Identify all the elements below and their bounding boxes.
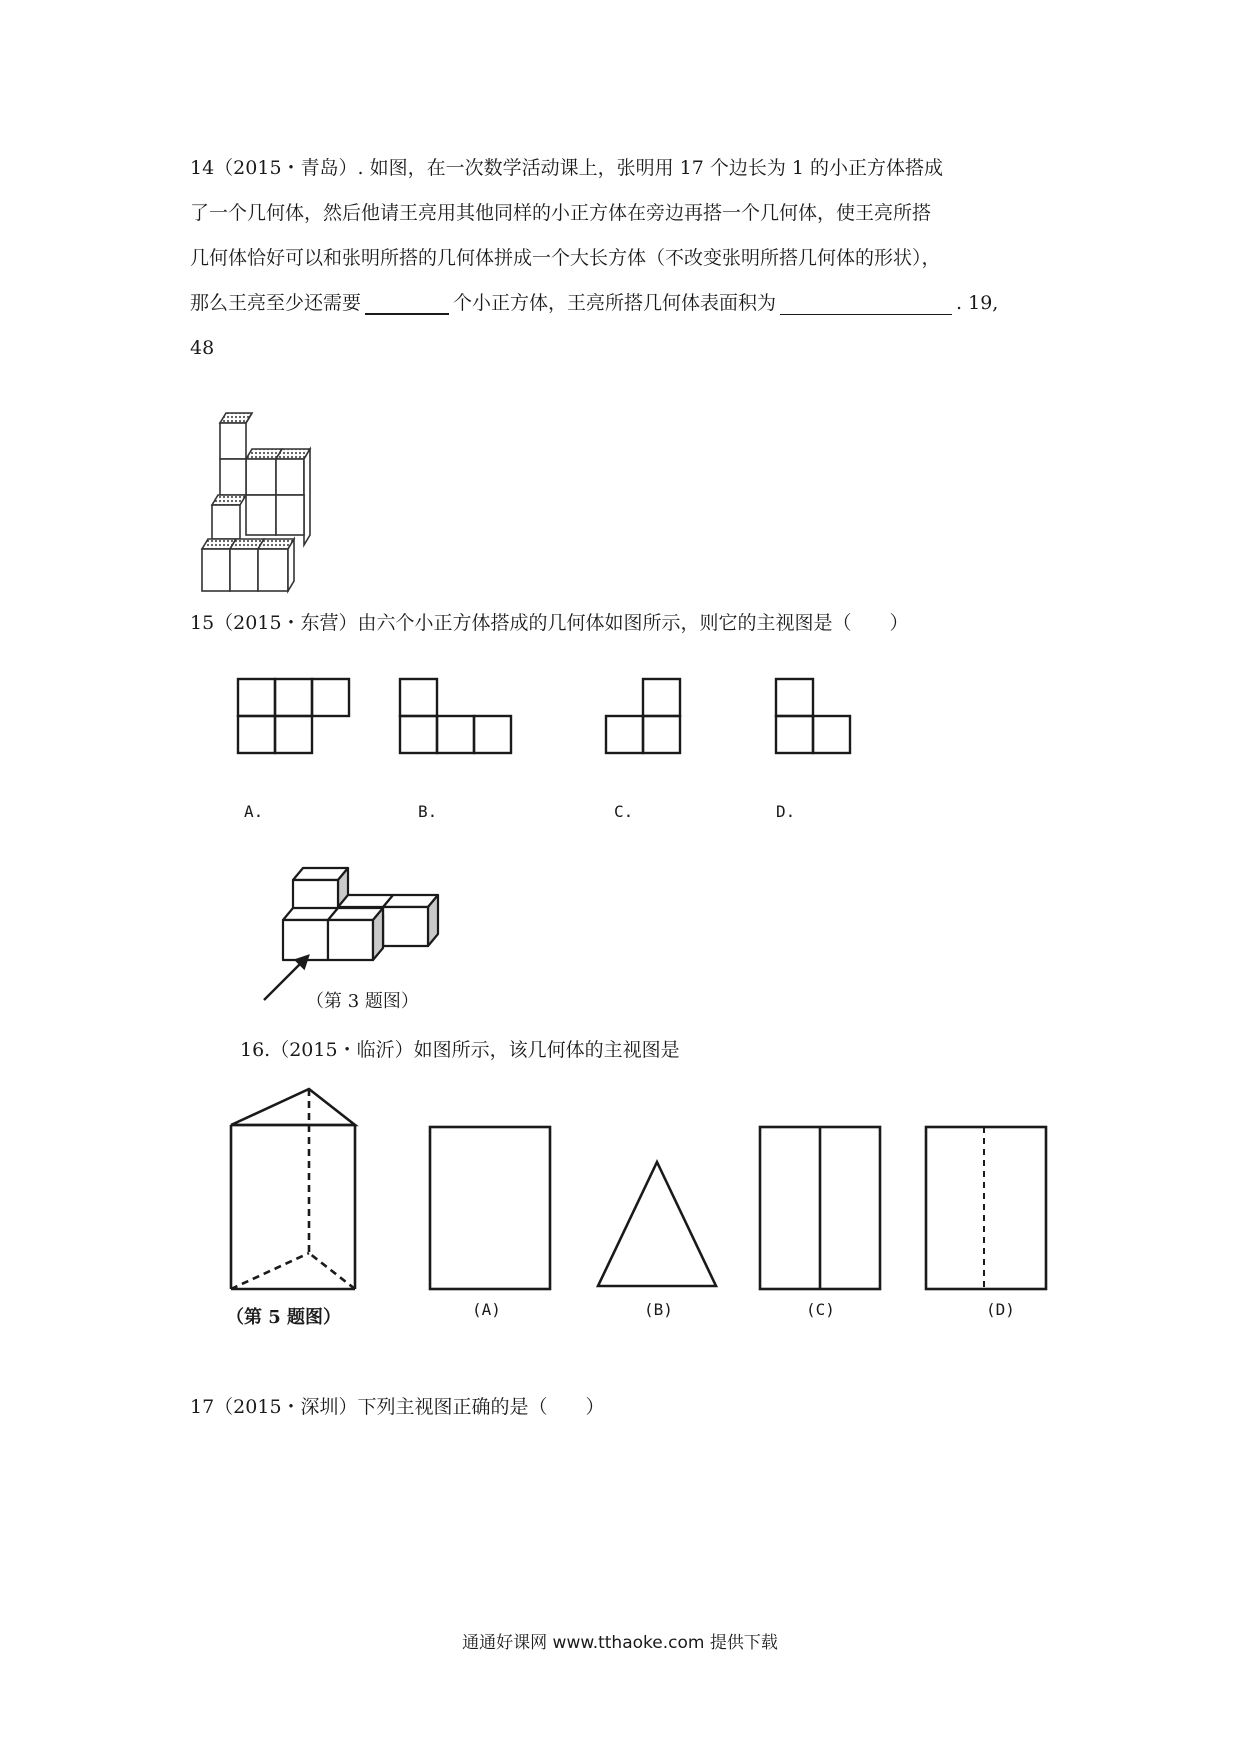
q14-cube-figure — [190, 395, 330, 595]
q15-option-a-figure — [236, 677, 352, 757]
q14-line-4-b: 个小正方体，王亮所搭几何体表面积为 — [453, 292, 777, 314]
q14-line-3: 几何体恰好可以和张明所搭的几何体拼成一个大长方体（不改变张明所搭几何体的形状）， — [190, 247, 941, 269]
q16-option-a-label: (A) — [472, 1300, 501, 1319]
q16-option-b-label: (B) — [644, 1300, 673, 1319]
q16-option-b-figure — [594, 1158, 720, 1290]
page-footer: 通通好课网 www.tthaoke.com 提供下载 — [462, 1633, 778, 1653]
q15-option-b-label: B. — [418, 802, 438, 821]
q15-option-a-label: A. — [244, 802, 264, 821]
q14-line-2: 了一个几何体，然后他请王亮用其他同样的小正方体在旁边再搭一个几何体，使王亮所搭 — [190, 202, 932, 224]
q16-option-a-figure — [428, 1125, 552, 1291]
q16-figure-caption: （第 5 题图） — [226, 1307, 342, 1328]
q14-line-1: 14（2015・青岛）. 如图，在一次数学活动课上，张明用 17 个边长为 1 的小正方体搭成 — [190, 157, 944, 179]
answer-blank-2 — [780, 294, 952, 315]
q14-line-4-c: . 19, — [956, 292, 999, 314]
q16-option-d-label: (D) — [986, 1300, 1015, 1319]
answer-blank-1 — [365, 293, 449, 315]
q16-prism-figure — [225, 1085, 365, 1295]
q15-figure-caption: （第 3 题图） — [306, 991, 419, 1012]
q16-option-d-figure — [924, 1125, 1048, 1291]
q17-question: 17（2015・深圳）下列主视图正确的是（ ） — [190, 1396, 605, 1418]
q16-option-c-figure — [758, 1125, 882, 1291]
q16-option-c-label: (C) — [806, 1300, 835, 1319]
q15-option-c-figure — [604, 677, 684, 757]
q15-option-d-figure — [774, 677, 854, 757]
q15-option-d-label: D. — [776, 802, 796, 821]
q14-line-4 — [190, 291, 998, 315]
q15-option-c-label: C. — [614, 802, 634, 821]
q16-question: 16.（2015・临沂）如图所示，该几何体的主视图是 — [240, 1039, 680, 1061]
q14-line-4-a: 那么王亮至少还需要 — [190, 292, 362, 314]
q15-option-b-figure — [398, 677, 514, 757]
q14-line-5: 48 — [190, 337, 215, 359]
q15-question: 15（2015・东营）由六个小正方体搭成的几何体如图所示，则它的主视图是（ ） — [190, 612, 909, 634]
